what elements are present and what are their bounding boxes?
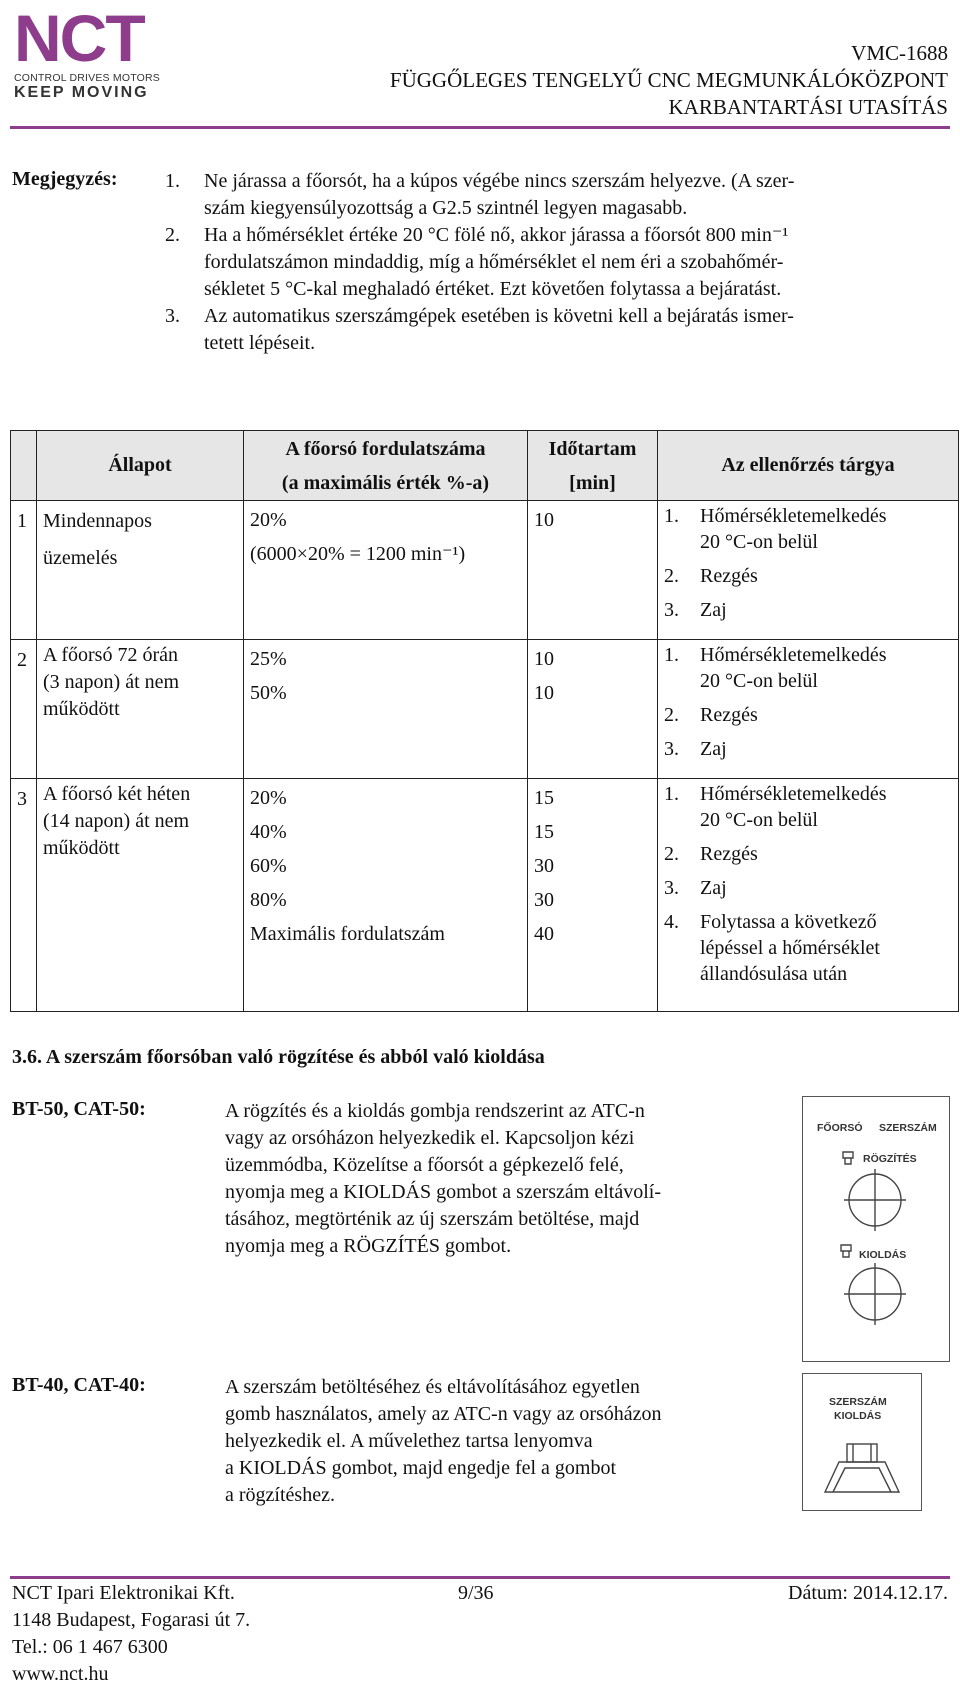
note-line: szám kiegyensúlyozottság a G2.5 szintnél legyen magasabb.: [204, 197, 688, 219]
header-time-line1: Időtartam: [548, 437, 637, 460]
row-speeds: [244, 779, 528, 1012]
check-number: 2.: [664, 704, 679, 726]
row-checks-list: [658, 501, 958, 633]
note-label: Megjegyzés:: [12, 168, 118, 190]
bt50-line: tásához, megtörténik az új szerszám betöltése, majd: [225, 1208, 640, 1230]
check-line: állandósulása után: [700, 963, 848, 985]
check-number: 2.: [664, 565, 679, 587]
doc-subtitle: KARBANTARTÁSI UTASÍTÁS: [668, 95, 948, 119]
check-text: [664, 875, 952, 901]
bt50-line: vagy az orsóházon helyezkedik el. Kapcsoljon kézi: [225, 1127, 635, 1149]
check-text: [664, 702, 952, 728]
check-line: Rezgés: [700, 565, 758, 587]
panel-graphics: [803, 1097, 949, 1361]
speed-value: 40%: [250, 821, 287, 843]
check-text: [664, 597, 952, 623]
note-item: [165, 168, 950, 222]
note-line: Az automatikus szerszámgépek esetében is követni kell a bejáratás ismer-: [204, 305, 794, 327]
state-line: A főorsó két héten: [43, 783, 191, 805]
check-item: [664, 909, 952, 987]
header-speed-line2: (a maximális érték %-a): [281, 471, 490, 494]
speed-value: 50%: [250, 682, 287, 704]
row-checks-list: [658, 779, 958, 997]
time-value: 10: [534, 682, 554, 704]
check-text: [664, 563, 952, 589]
footer-page: 9/36: [458, 1582, 494, 1604]
bt40-label: BT-40, CAT-40:: [12, 1374, 146, 1396]
check-number: 1.: [664, 783, 679, 805]
footer-phone: Tel.: 06 1 467 6300: [12, 1636, 168, 1658]
header-check: Az ellenőrzés tárgya: [658, 431, 959, 501]
header-rule: [10, 126, 950, 129]
note-text: [204, 168, 950, 222]
header-speed: [244, 431, 528, 501]
note-text: [204, 303, 950, 357]
check-item: [664, 781, 952, 833]
table-row: [11, 501, 959, 640]
header-num: [11, 431, 37, 501]
state-line: Mindennapos: [43, 510, 152, 532]
state-line: üzemelés: [43, 547, 118, 569]
check-line: 20 °C-on belül: [700, 670, 818, 692]
check-number: 4.: [664, 911, 679, 933]
row-state: [37, 640, 244, 779]
check-text: [664, 642, 952, 694]
row-checks: [658, 640, 959, 779]
note-text: [204, 222, 950, 303]
bt40-button-panel: [802, 1373, 922, 1511]
check-item: [664, 702, 952, 728]
section-title: 3.6. A szerszám főorsóban való rögzítése és abból való kioldása: [12, 1046, 545, 1068]
check-line: Zaj: [700, 877, 727, 899]
check-text: [664, 503, 952, 555]
speed-value: Maximális fordulatszám: [250, 923, 445, 945]
bt50-line: A rögzítés és a kioldás gombja rendszerint az ATC-n: [225, 1100, 645, 1122]
row-state-text: [37, 779, 243, 864]
header-state: Állapot: [37, 431, 244, 501]
panel40-graphics: [803, 1374, 921, 1510]
bt50-button-panel: [802, 1096, 950, 1362]
note-line: tetett lépéseit.: [204, 332, 316, 354]
bt40-line: gomb használatos, amely az ATC-n vagy az orsóházon: [225, 1403, 662, 1425]
bt50-label: BT-50, CAT-50:: [12, 1098, 146, 1120]
clamp-symbol-icon: [843, 1152, 853, 1164]
time-value: 30: [534, 855, 554, 877]
table-row: [11, 779, 959, 1012]
panel40-line1: SZERSZÁM: [829, 1396, 887, 1408]
footer-date: Dátum: 2014.12.17.: [788, 1582, 948, 1604]
time-value: 40: [534, 923, 554, 945]
state-line: A főorsó 72 órán: [43, 644, 178, 666]
row-speeds: [244, 501, 528, 640]
bt40-line: helyezkedik el. A művelethez tartsa lenyomva: [225, 1430, 593, 1452]
check-text: [664, 909, 952, 987]
note-line: Ha a hőmérséklet értéke 20 °C fölé nő, akkor járassa a főorsót 800 min⁻¹: [204, 224, 789, 246]
row-checks: [658, 779, 959, 1012]
bt50-line: üzemmódba, Közelítse a főorsót a gépkezelő felé,: [225, 1154, 624, 1176]
state-line: (3 napon) át nem: [43, 671, 180, 693]
row-speeds-list: [244, 779, 527, 953]
note-item: [165, 303, 950, 357]
row-times: [528, 501, 658, 640]
check-text: [664, 841, 952, 867]
check-number: 3.: [664, 877, 679, 899]
check-line: Rezgés: [700, 704, 758, 726]
run-in-table: [10, 430, 959, 1012]
bt40-line: a rögzítéshez.: [225, 1484, 335, 1506]
panel-label-tool: SZERSZÁM: [879, 1122, 937, 1134]
check-number: 1.: [664, 644, 679, 666]
row-times-list: [528, 640, 657, 712]
row-times-list: [528, 501, 657, 539]
panel-label-clamp: RÖGZÍTÉS: [863, 1153, 917, 1165]
speed-value: (6000×20% = 1200 min⁻¹): [250, 543, 466, 565]
speed-value: 20%: [250, 787, 287, 809]
note-number: 1.: [165, 170, 180, 192]
check-line: Hőmérsékletemelkedés: [700, 644, 887, 666]
panel40-line2: KIOLDÁS: [834, 1410, 882, 1422]
logo-tagline-2: KEEP MOVING: [14, 84, 149, 101]
check-line: 20 °C-on belül: [700, 531, 818, 553]
header-time: [528, 431, 658, 501]
check-text: [664, 736, 952, 762]
release-button-icon: [825, 1444, 899, 1492]
speed-value: 80%: [250, 889, 287, 911]
check-item: [664, 503, 952, 555]
note-number: 2.: [165, 224, 180, 246]
row-number-text: 3: [17, 788, 27, 810]
check-line: Hőmérsékletemelkedés: [700, 783, 887, 805]
bt50-line: nyomja meg a KIOLDÁS gombot a szerszám eltávolí-: [225, 1181, 661, 1203]
row-state: [37, 779, 244, 1012]
note-line: fordulatszámon mindaddig, míg a hőmérséklet el nem éri a szobahőmér-: [204, 251, 784, 273]
speed-value: 20%: [250, 509, 287, 531]
time-value: 10: [534, 648, 554, 670]
panel-label-release: KIOLDÁS: [859, 1249, 907, 1261]
release-symbol-icon: [841, 1245, 851, 1257]
check-number: 1.: [664, 505, 679, 527]
company-logo: [14, 1, 164, 106]
note-item: [165, 222, 950, 303]
row-number: [11, 501, 37, 640]
bt50-line: nyomja meg a RÖGZÍTÉS gombot.: [225, 1235, 512, 1257]
time-value: 30: [534, 889, 554, 911]
speed-value: 60%: [250, 855, 287, 877]
footer-address: 1148 Budapest, Fogarasi út 7.: [12, 1609, 251, 1631]
row-state: [37, 501, 244, 640]
footer-company: NCT Ipari Elektronikai Kft.: [12, 1582, 235, 1604]
check-item: [664, 642, 952, 694]
row-number-text: 2: [17, 649, 27, 671]
check-item: [664, 563, 952, 589]
check-number: 3.: [664, 738, 679, 760]
row-checks-list: [658, 640, 958, 772]
bt40-line: A szerszám betöltéséhez és eltávolításához egyetlen: [225, 1376, 640, 1398]
table-header-row: [11, 431, 959, 501]
row-speeds-list: [244, 501, 527, 573]
row-times: [528, 640, 658, 779]
row-times: [528, 779, 658, 1012]
state-line: működött: [43, 837, 120, 859]
row-speeds-list: [244, 640, 527, 712]
time-value: 15: [534, 821, 554, 843]
row-number: [11, 640, 37, 779]
check-number: 3.: [664, 599, 679, 621]
doc-model: VMC-1688: [851, 41, 948, 65]
row-state-text: [37, 501, 243, 579]
check-item: [664, 875, 952, 901]
row-checks: [658, 501, 959, 640]
header-speed-line1: A főorsó fordulatszáma: [285, 437, 486, 460]
doc-title: FÜGGŐLEGES TENGELYŰ CNC MEGMUNKÁLÓKÖZPONT: [389, 68, 948, 92]
check-item: [664, 597, 952, 623]
note-line: sékletet 5 °C-kal meghaladó értéket. Ezt követően folytassa a bejáratást.: [204, 278, 782, 300]
check-line: 20 °C-on belül: [700, 809, 818, 831]
check-line: Folytassa a következő: [700, 911, 877, 933]
bt40-line: a KIOLDÁS gombot, majd engedje fel a gombot: [225, 1457, 617, 1479]
bt40-text: [225, 1374, 780, 1509]
speed-value: 25%: [250, 648, 287, 670]
header-time-line2: [min]: [569, 471, 616, 494]
check-line: Zaj: [700, 738, 727, 760]
check-number: 2.: [664, 843, 679, 865]
logo-text: NCT: [14, 1, 144, 75]
table-row: [11, 640, 959, 779]
state-line: működött: [43, 698, 120, 720]
check-line: Rezgés: [700, 843, 758, 865]
row-speeds: [244, 640, 528, 779]
row-times-list: [528, 779, 657, 953]
note-number: 3.: [165, 305, 180, 327]
row-number-text: 1: [17, 510, 27, 532]
state-line: (14 napon) át nem: [43, 810, 190, 832]
check-item: [664, 841, 952, 867]
row-state-text: [37, 640, 243, 725]
check-line: lépéssel a hőmérséklet: [700, 937, 880, 959]
check-text: [664, 781, 952, 833]
time-value: 10: [534, 509, 554, 531]
footer-web: www.nct.hu: [12, 1663, 109, 1685]
footer-rule: [10, 1576, 950, 1579]
bt50-text: [225, 1098, 780, 1260]
note-line: Ne járassa a főorsót, ha a kúpos végébe nincs szerszám helyezve. (A szer-: [204, 170, 795, 192]
panel-label-spindle: FŐORSÓ: [817, 1122, 863, 1134]
row-number: [11, 779, 37, 1012]
check-item: [664, 736, 952, 762]
check-line: Zaj: [700, 599, 727, 621]
logo-tagline-1: CONTROL DRIVES MOTORS: [14, 72, 160, 84]
check-line: Hőmérsékletemelkedés: [700, 505, 887, 527]
time-value: 15: [534, 787, 554, 809]
